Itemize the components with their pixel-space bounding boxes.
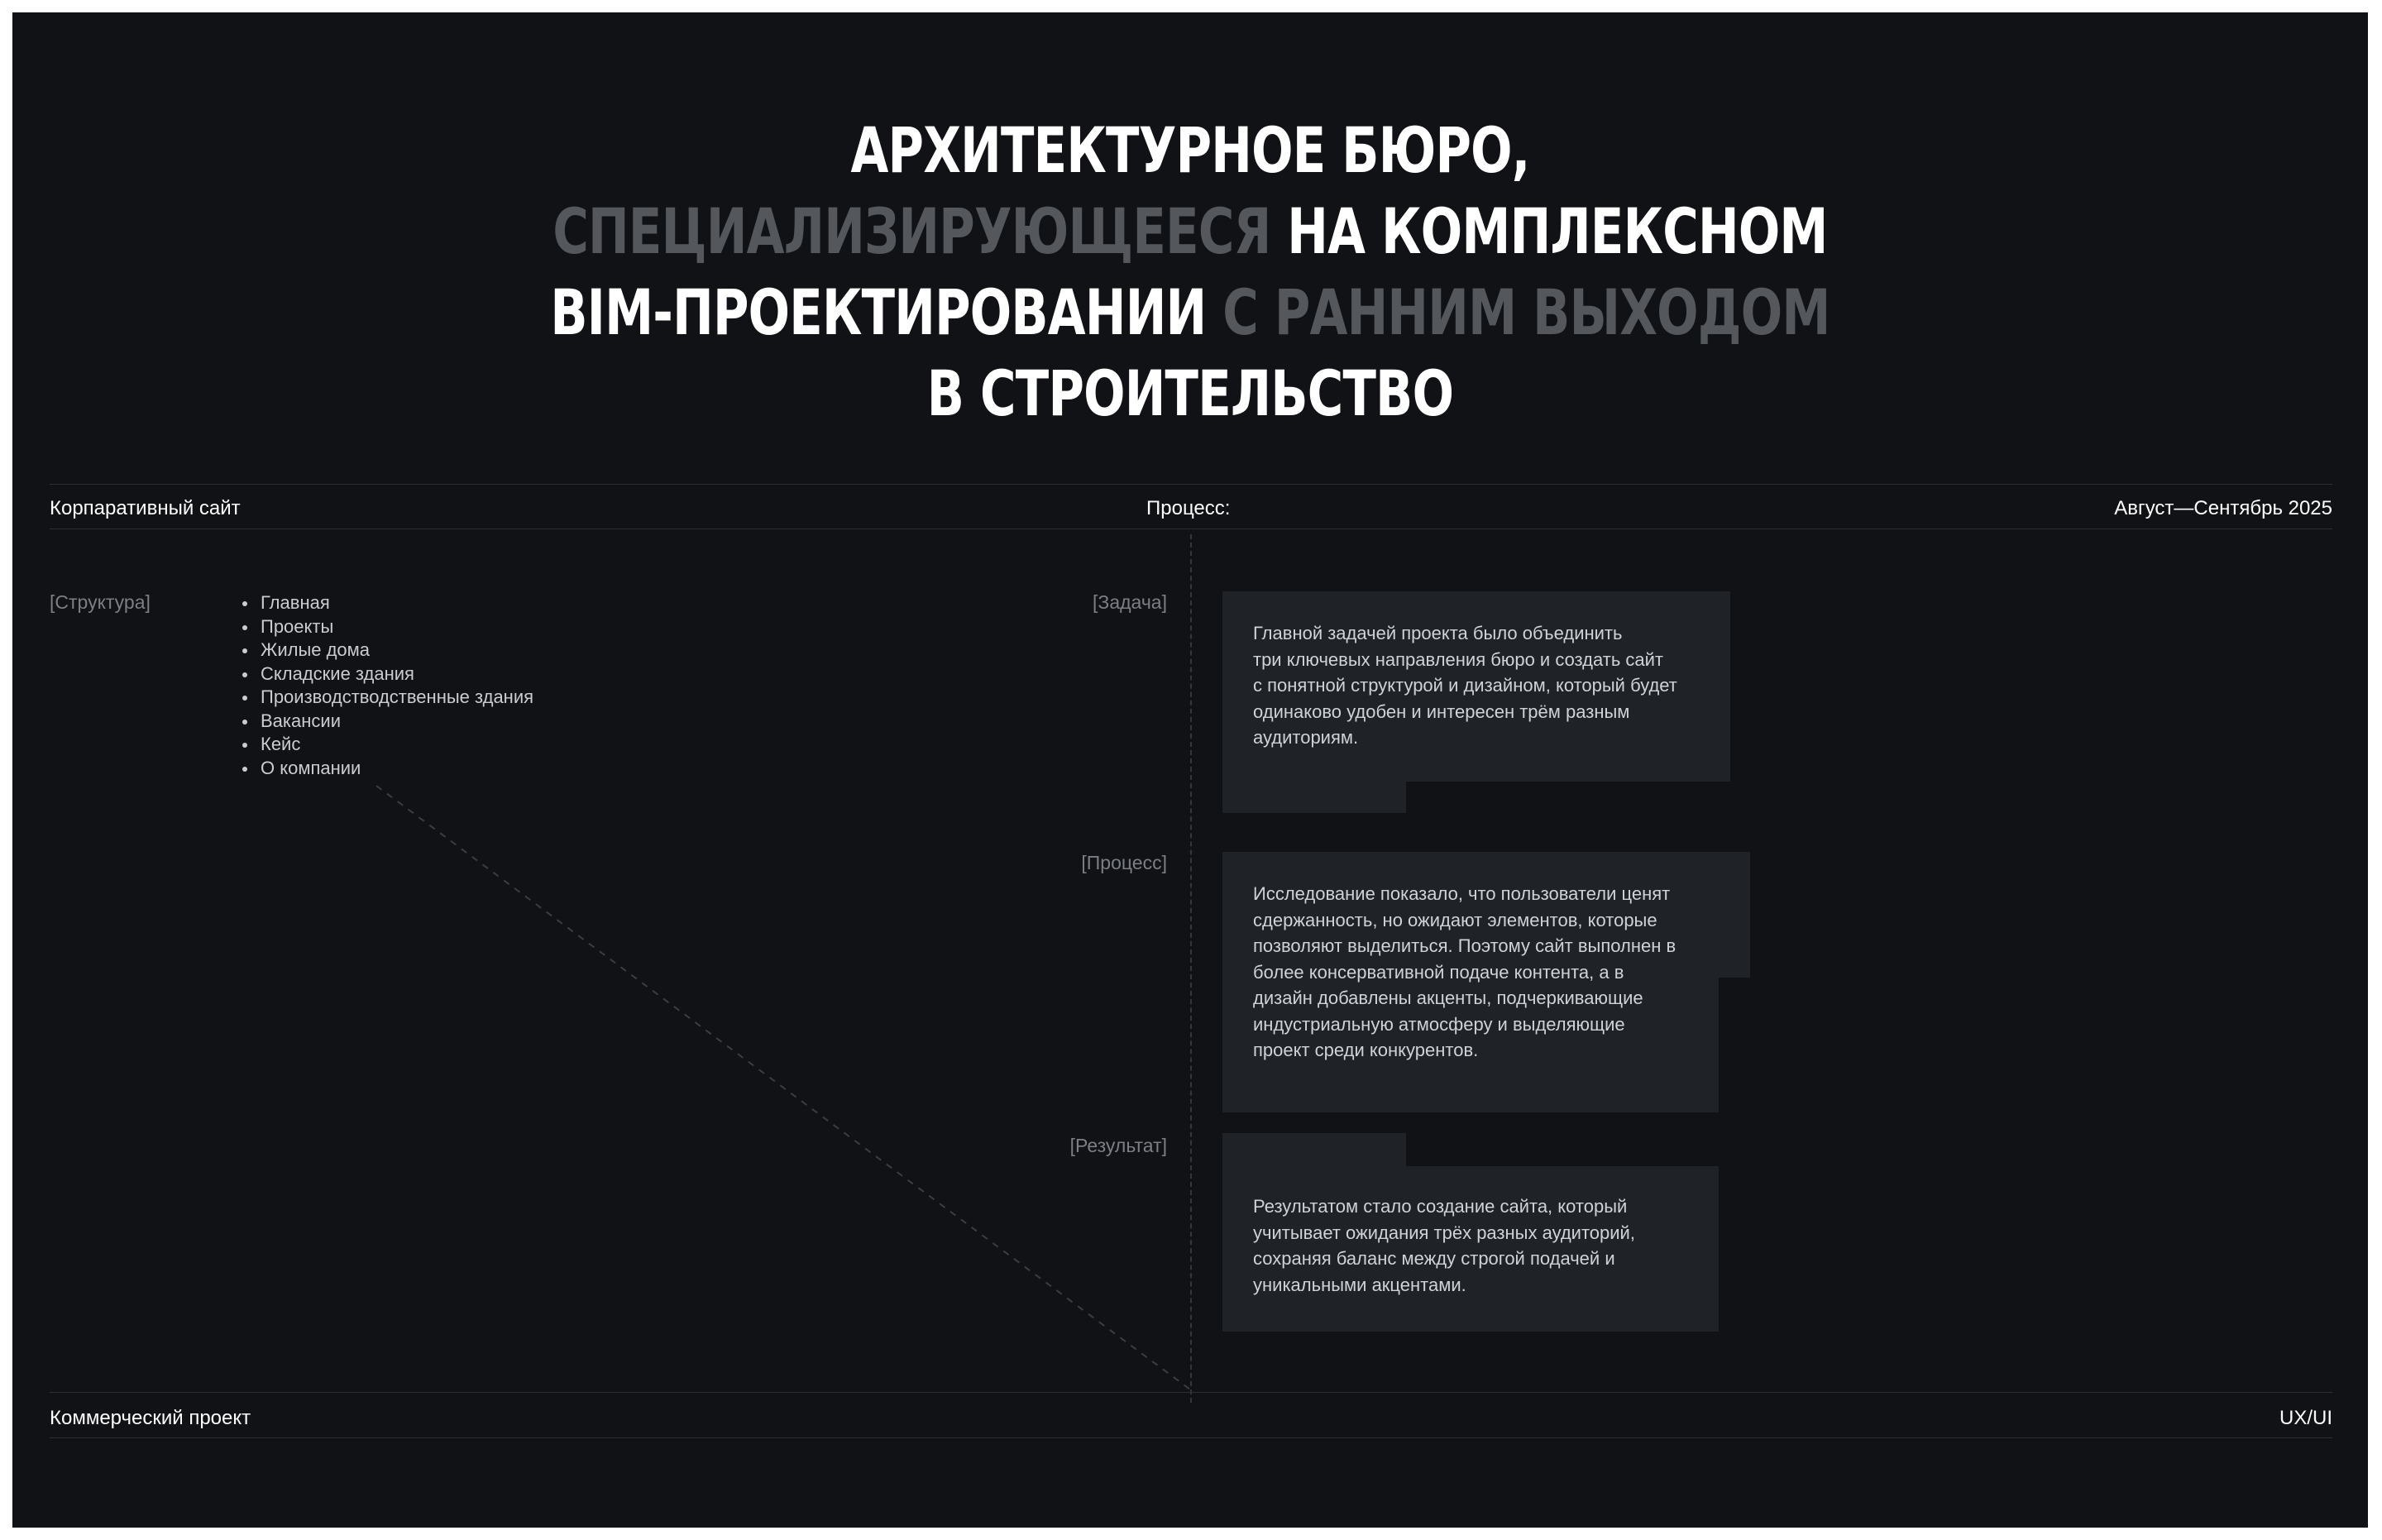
process-heading: Процесс: — [1146, 497, 1231, 519]
structure-item: Складские здания — [236, 662, 533, 686]
task-text-line: три ключевых направления бюро и создать сайт — [1253, 648, 1663, 670]
structure-item: Вакансии — [236, 710, 533, 734]
task-text-line: аудиториям. — [1253, 727, 1359, 748]
process-text-line: более консервативной подаче контента, а в — [1253, 961, 1624, 983]
headline-fragment: BIM-ПРОЕКТИРОВАНИИ — [550, 275, 1207, 349]
result-label: [Результат] — [1069, 1135, 1167, 1156]
presentation-canvas — [12, 12, 2368, 1528]
task-text-line: Главной задачей проекта было объединить — [1253, 623, 1623, 643]
task-text-line: одинаково удобен и интересен трём разным — [1253, 701, 1630, 722]
result-text-line: сохраняя баланс между строгой подачей и — [1253, 1248, 1615, 1269]
result-text-line: учитывает ожидания трёх разных аудиторий, — [1253, 1222, 1635, 1243]
process-text-line: индустриальную атмосферу и выделяющие — [1253, 1013, 1625, 1035]
commercial-project-label: Коммерческий проект — [50, 1407, 251, 1429]
structure-item: Жилые дома — [236, 638, 533, 662]
task-label: [Задача] — [1093, 591, 1167, 613]
process-text-line: позволяют выделиться. Поэтому сайт выполнен в — [1253, 935, 1676, 956]
structure-item: Проекты — [236, 615, 533, 639]
structure-item: О компании — [236, 757, 533, 781]
process-text-line: дизайн добавлены акценты, подчеркивающие — [1253, 988, 1643, 1008]
structure-label: [Структура] — [50, 591, 151, 613]
task-text — [1253, 620, 1716, 751]
headline-fragment: НА КОМПЛЕКСНОМ — [1270, 194, 1828, 268]
headline-fragment: В СТРОИТЕЛЬСТВО — [926, 356, 1454, 430]
structure-item: Главная — [236, 591, 533, 615]
discipline-label: UX/UI — [2279, 1407, 2332, 1429]
process-text-line: проект среди конкурентов. — [1253, 1040, 1479, 1060]
process-label: [Процесс] — [1081, 852, 1167, 873]
connector-vertical — [1190, 534, 1192, 1403]
result-text-line: уникальными акцентами. — [1253, 1274, 1466, 1295]
headline-fragment: АРХИТЕКТУРНОЕ БЮРО, — [850, 113, 1530, 187]
headline-fragment-gray: С РАННИМ ВЫХОДОМ — [1206, 275, 1830, 349]
result-text-line: Результатом стало создание сайта, который — [1253, 1196, 1628, 1217]
result-text — [1253, 1193, 1716, 1298]
task-text-line: с понятной структурой и дизайном, который будет — [1253, 675, 1677, 696]
process-text-line: сдержанность, но ожидают элементов, которые — [1253, 909, 1657, 930]
headline-fragment-gray: СПЕЦИАЛИЗИРУЮЩЕЕСЯ — [552, 194, 1271, 268]
project-dates: Август—Сентябрь 2025 — [2114, 497, 2332, 519]
process-text — [1253, 881, 1716, 1064]
result-card-tab — [1222, 1133, 1406, 1168]
task-card-tab — [1222, 780, 1406, 813]
project-type-label: Корпаративный сайт — [50, 497, 241, 519]
structure-item: Производстводственные здания — [236, 686, 533, 710]
structure-item: Кейс — [236, 733, 533, 757]
divider-bottom — [50, 1392, 2332, 1393]
process-text-line: Исследование показало, что пользователи ценят — [1253, 883, 1671, 904]
divider-bottom-lower — [50, 1437, 2332, 1438]
